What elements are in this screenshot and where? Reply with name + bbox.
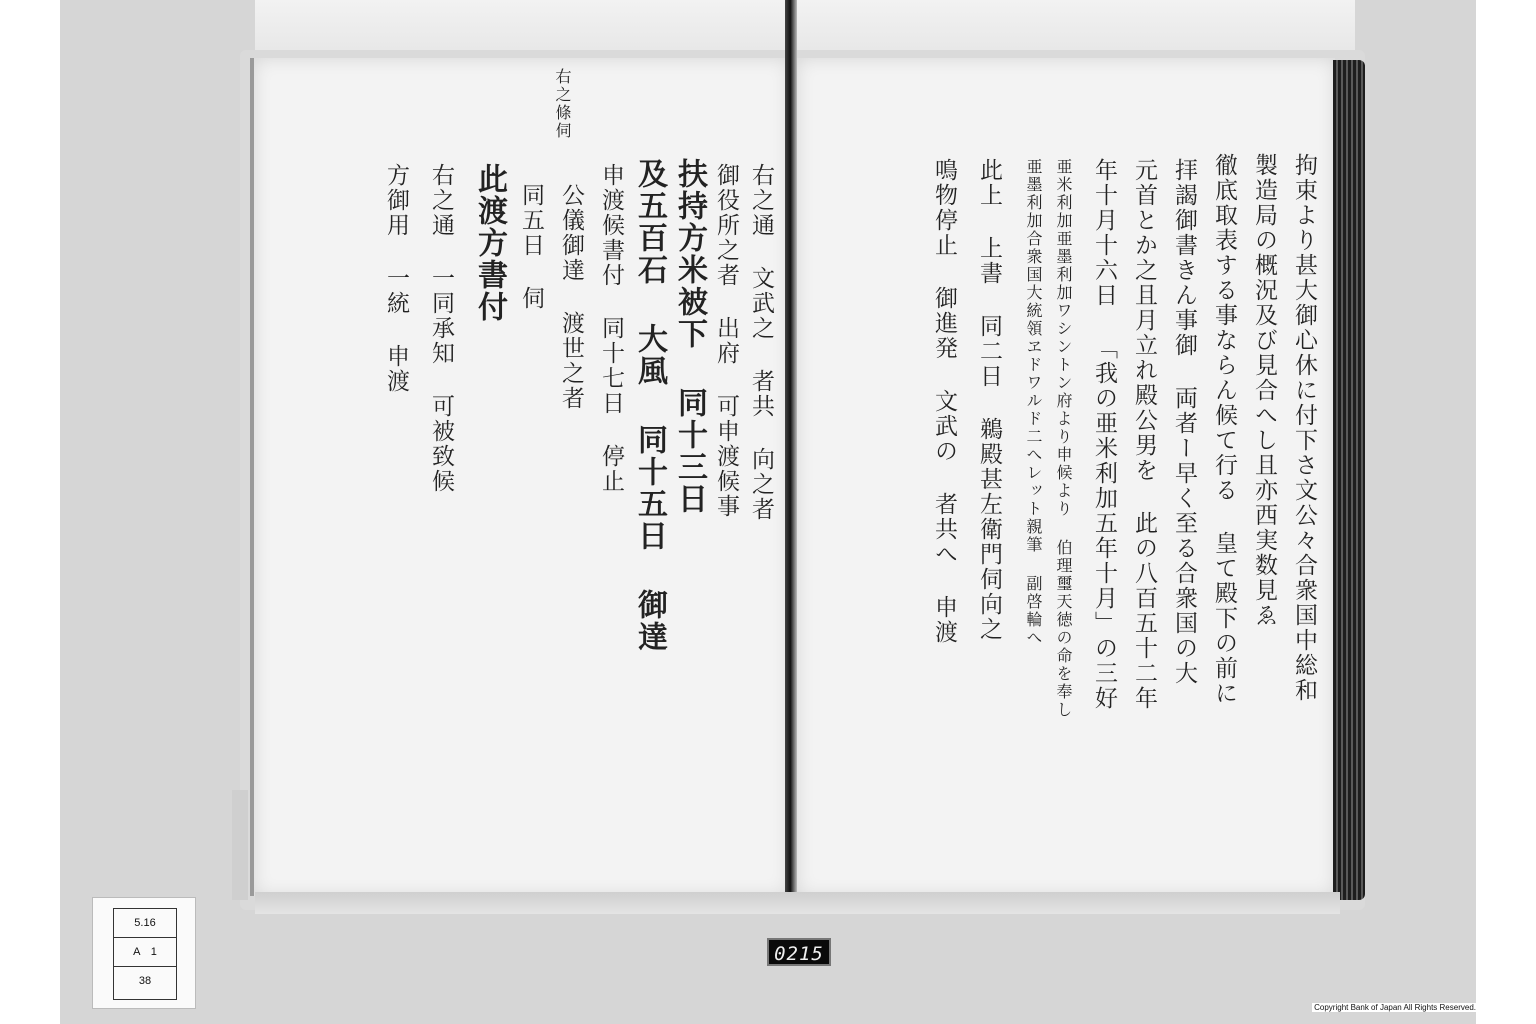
text-column: 鳴物停止 御進発 文武の 者共へ 申渡 [931, 158, 957, 645]
label-row-3: 38 [138, 975, 152, 987]
text-column: 拝謁御書きん事御 両者ー早く至る合衆国の大 [1171, 158, 1197, 686]
book-gutter [785, 0, 797, 910]
text-column: 製造局の概況及び見合へし且亦西実数見ゑ [1251, 153, 1277, 628]
frame-number-tag: 0215 [767, 938, 831, 966]
text-column: 方御用 一統 申渡 [383, 163, 409, 394]
text-column: 此渡方書付 [472, 163, 507, 323]
right-page [797, 58, 1335, 896]
text-column: 御役所之者 出府 可申渡候事 [713, 163, 739, 519]
text-column: 年十月十六日 「我の亜米利加五年十月」の三好 [1091, 158, 1117, 711]
margin-note: 右之條伺 [553, 68, 572, 140]
text-column: 亜米利加亜墨利加ワシントン府より申候より 伯理璽天徳の命を奉し [1054, 158, 1073, 719]
archive-label-card [92, 897, 196, 1009]
label-row-2: A 1 [114, 938, 176, 967]
text-column: 申渡候書付 同十七日 停止 [598, 163, 624, 494]
book-left-edge [232, 790, 248, 900]
text-column: 亜墨利加合衆国大統領ヱドワルド二へレット親筆 副啓輪へ [1024, 158, 1043, 647]
left-page [250, 58, 789, 896]
text-column: 此上 上書 同二日 鵜殿甚左衛門伺向之 [976, 158, 1002, 642]
copyright-notice: Copyright Bank of Japan All Rights Reserved. [1314, 1003, 1476, 1012]
text-column: 右之通 文武之 者共 向之者 [748, 163, 774, 522]
text-column: 右之通 一同承知 可被致候 [428, 163, 454, 494]
label-table [113, 908, 177, 1000]
text-column: 同五日 伺 [518, 183, 544, 311]
label-row-1: 5.16 [114, 909, 176, 938]
text-column: 公儀御達 渡世之者 [558, 183, 584, 411]
text-column: 及五百石 大風 同十五日 御達 [632, 158, 667, 653]
book-fore-edge [1333, 60, 1365, 900]
page-bottom-shadow [255, 892, 1340, 914]
text-column: 拘束より甚大御心休に付下さ文公々合衆国中総和 [1291, 153, 1317, 703]
text-column: 元首とか之且月立れ殿公男を 此の八百五十二年 [1131, 158, 1157, 711]
text-column: 徹底取表する事ならん候て行る 皇て殿下の前に [1211, 153, 1237, 706]
text-column: 扶持方米被下 同十三日 [672, 158, 707, 515]
